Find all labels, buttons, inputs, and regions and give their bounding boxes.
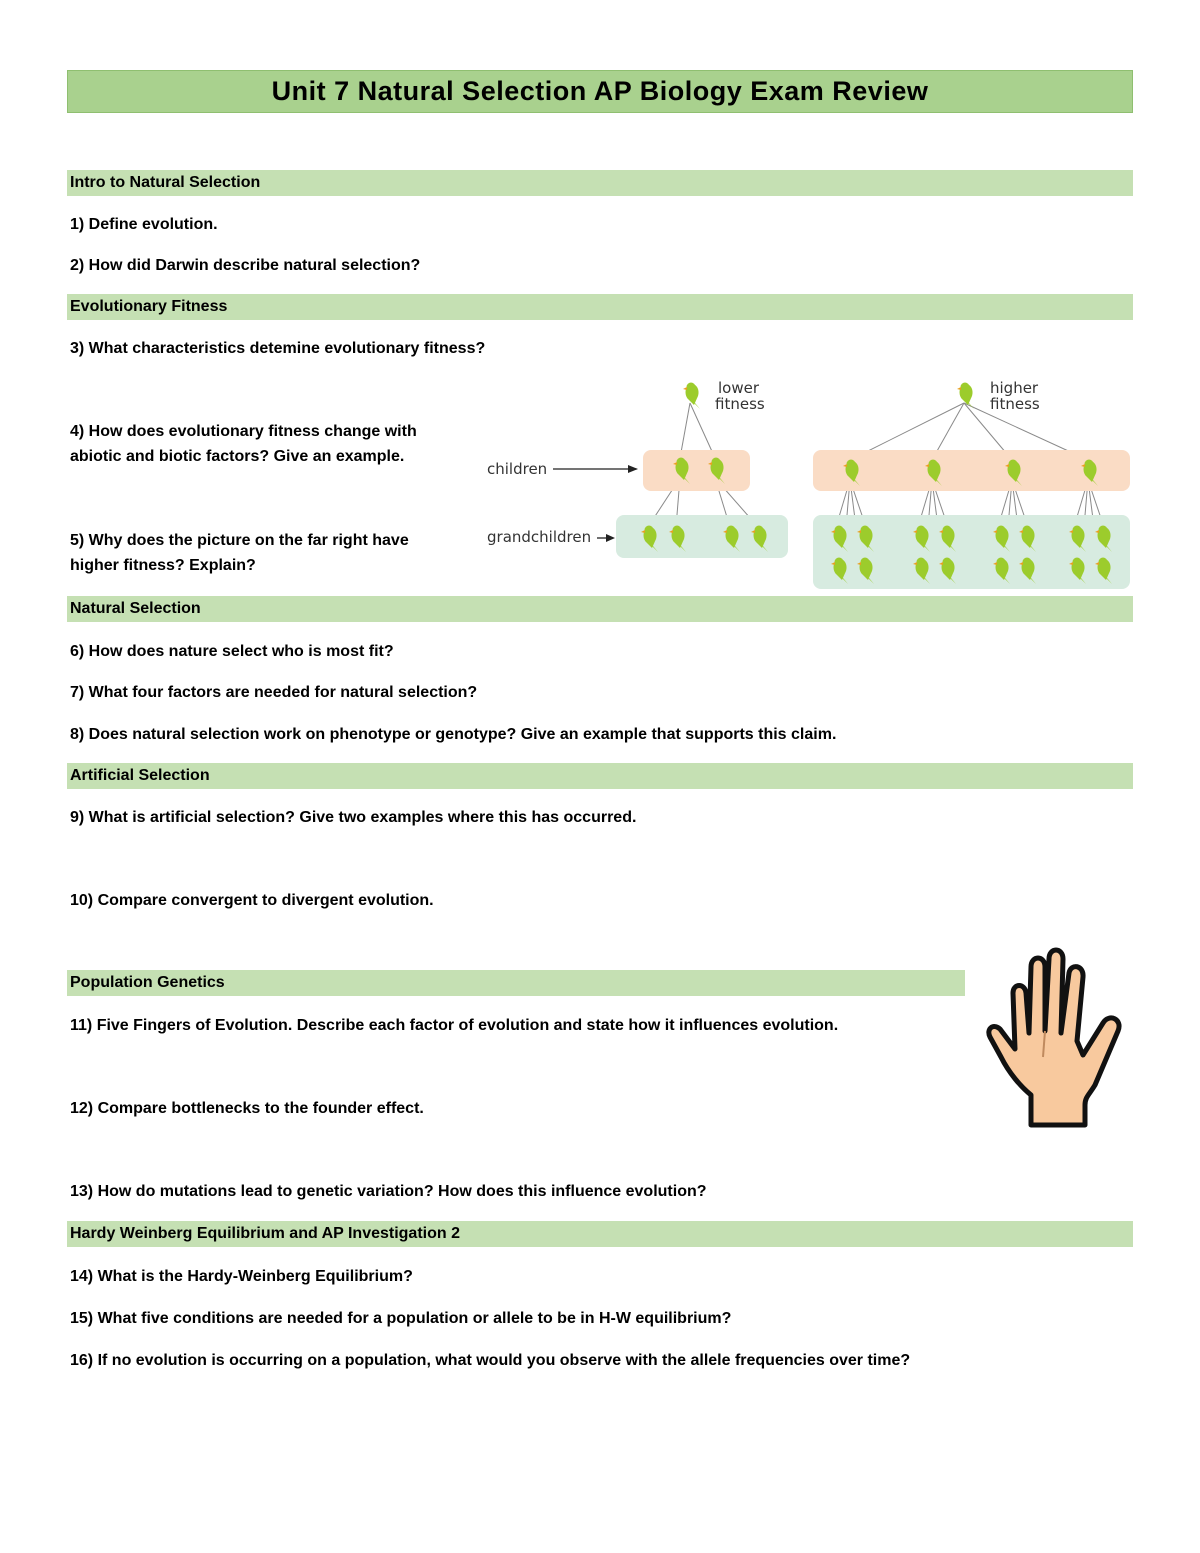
section-header-fitness [67, 294, 1133, 320]
question-6: 6) How does nature select who is most fit? [70, 643, 394, 660]
section-header-natural-selection [67, 596, 1133, 622]
question-8: 8) Does natural selection work on phenotype or genotype? Give an example that supports this claim. [70, 726, 837, 743]
section-header-intro [67, 170, 1133, 196]
question-4-line-1: 4) How does evolutionary fitness change with [70, 423, 417, 440]
higher-fitness-label-2: fitness [990, 395, 1040, 413]
children-box-higher [813, 450, 1130, 491]
question-16: 16) If no evolution is occurring on a population, what would you observe with the allele frequencies over time? [70, 1352, 911, 1369]
question-7: 7) What four factors are needed for natural selection? [70, 684, 478, 701]
question-9: 9) What is artificial selection? Give two examples where this has occurred. [70, 809, 637, 826]
section-title: Hardy Weinberg Equilibrium and AP Investigation 2 [70, 1225, 460, 1242]
bird-icon [683, 383, 700, 410]
fitness-diagram [480, 370, 1140, 595]
section-title: Artificial Selection [70, 767, 210, 784]
children-label: children [487, 460, 548, 478]
question-13: 13) How do mutations lead to genetic variation? How does this influence evolution? [70, 1183, 707, 1200]
grandchildren-box-higher [813, 515, 1130, 589]
lower-fitness-label-1: lower [718, 379, 760, 397]
question-5-line-1: 5) Why does the picture on the far right have [70, 532, 409, 549]
section-header-hardy-weinberg [67, 1221, 1133, 1247]
question-3: 3) What characteristics detemine evolutionary fitness? [70, 340, 486, 357]
page-title: Unit 7 Natural Selection AP Biology Exam Review [271, 76, 929, 106]
section-title: Intro to Natural Selection [70, 174, 261, 191]
section-title: Population Genetics [70, 974, 225, 991]
lower-fitness-label-2: fitness [715, 395, 765, 413]
grandchildren-label: grandchildren [487, 528, 592, 546]
question-4 [70, 419, 417, 469]
question-14: 14) What is the Hardy-Weinberg Equilibrium? [70, 1268, 413, 1285]
question-1: 1) Define evolution. [70, 216, 218, 233]
section-header-artificial-selection [67, 763, 1133, 789]
question-12: 12) Compare bottlenecks to the founder effect. [70, 1100, 424, 1117]
question-11: 11) Five Fingers of Evolution. Describe each factor of evolution and state how it influences evolution. [70, 1017, 839, 1034]
higher-fitness-label-1: higher [990, 379, 1039, 397]
question-10: 10) Compare convergent to divergent evolution. [70, 892, 434, 909]
section-title: Natural Selection [70, 600, 201, 617]
question-5 [70, 528, 409, 578]
question-4-line-2: abiotic and biotic factors? Give an example. [70, 448, 405, 465]
hand-icon [985, 945, 1130, 1130]
question-15: 15) What five conditions are needed for a population or allele to be in H-W equilibrium? [70, 1310, 732, 1327]
question-5-line-2: higher fitness? Explain? [70, 557, 256, 574]
section-title: Evolutionary Fitness [70, 298, 228, 315]
question-2: 2) How did Darwin describe natural selection? [70, 257, 421, 274]
children-box-lower [643, 450, 750, 491]
page-title-bar [67, 70, 1133, 113]
section-header-population-genetics [67, 970, 965, 996]
